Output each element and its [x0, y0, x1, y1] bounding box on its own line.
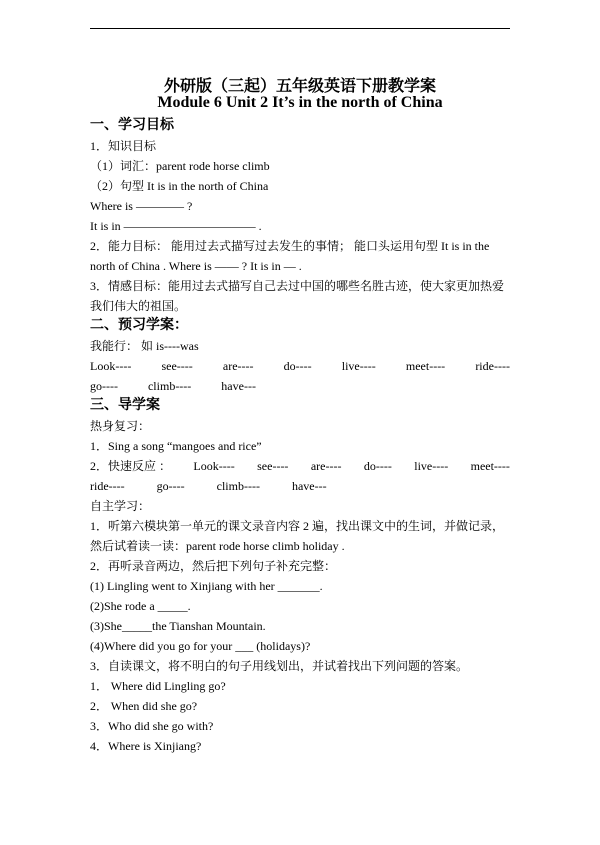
- self-study-item-1a: 1．听第六模块第一单元的课文录音内容 2 遍，找出课文中的生词，并做记录，: [90, 519, 505, 533]
- verb-item: have---: [291, 479, 327, 493]
- warm-up-label: 热身复习：: [90, 419, 151, 433]
- fill-blank-3: (3)She_____the Tianshan Mountain.: [90, 619, 266, 633]
- self-study-item-2: 2．再听录音两边，然后把下列句子补充完整：: [90, 559, 337, 573]
- question-3: 3．Who did she go with?: [90, 719, 214, 733]
- fill-blank-4: (4)Where did you go for your ___ (holidays)?: [90, 639, 311, 653]
- verb-item: live----: [341, 359, 376, 373]
- verb-item: go----: [156, 479, 185, 493]
- self-study-label: 自主学习：: [90, 499, 151, 513]
- fill-blank-2: (2)She rode a _____.: [90, 599, 191, 613]
- emotion-goal-line-2: 我们伟大的祖国。: [90, 299, 187, 313]
- document-title: 外研版（三起）五年级英语下册教学案: [163, 78, 436, 95]
- verb-item: live----: [414, 459, 449, 473]
- quick-response-label: 2．快速反应 ：: [90, 459, 172, 473]
- verb-item: have---: [221, 379, 256, 393]
- question-1: 1． Where did Lingling go?: [90, 679, 226, 693]
- verb-item: Look----: [90, 359, 132, 373]
- sentence-pattern-line: （2）句型 It is in the north of China: [90, 179, 269, 193]
- i-can-line: 我能行： 如 is----was: [90, 339, 199, 353]
- verb-item: Look----: [193, 459, 235, 473]
- question-4: 4．Where is Xinjiang?: [90, 739, 202, 753]
- verb-item: climb----: [216, 479, 260, 493]
- verb-item: ride----: [475, 359, 510, 373]
- verb-item: meet----: [405, 359, 446, 373]
- quick-response-row-2: [90, 479, 327, 493]
- verb-item: go----: [90, 379, 118, 393]
- verb-item: are----: [310, 459, 342, 473]
- section-3-heading: 三、导学案: [90, 398, 160, 413]
- section-1-heading: 一、学习目标: [90, 118, 174, 133]
- verb-item: ride----: [90, 479, 125, 493]
- fill-blank-1: (1) Lingling went to Xinjiang with her _______.: [90, 579, 323, 593]
- self-study-item-1b: 然后试着读一读：parent rode horse climb holiday .: [90, 539, 345, 553]
- vocabulary-line: （1）词汇：parent rode horse climb: [90, 159, 270, 173]
- verb-item: meet----: [470, 459, 510, 473]
- document-subtitle: Module 6 Unit 2 It’s in the north of China: [157, 94, 443, 111]
- verb-item: see----: [257, 459, 289, 473]
- verb-item: climb----: [147, 379, 192, 393]
- emotion-goal-line-1: 3．情感目标：能用过去式描写自己去过中国的哪些名胜古迹，使大家更加热爱: [90, 279, 505, 293]
- warm-up-item-1: 1．Sing a song “mangoes and rice”: [90, 439, 262, 453]
- verb-item: do----: [363, 459, 392, 473]
- verb-row-2: [90, 379, 256, 393]
- verb-item: do----: [283, 359, 312, 373]
- self-study-item-3: 3．自读课文，将不明白的句子用线划出，并试着找出下列问题的答案。: [90, 659, 469, 673]
- verb-item: see----: [161, 359, 193, 373]
- header-rule: [90, 28, 510, 29]
- quick-response-row: [90, 459, 510, 473]
- ability-goal-line-2: north of China . Where is —— ? It is in — .: [90, 259, 302, 273]
- question-2: 2． When did she go?: [90, 699, 198, 713]
- verb-row-1: [90, 359, 510, 373]
- where-is-line: Where is ———— ?: [90, 199, 193, 213]
- knowledge-goal: 1．知识目标: [90, 139, 157, 153]
- section-2-heading: 二、预习学案：: [90, 318, 188, 333]
- ability-goal-line-1: 2．能力目标： 能用过去式描写过去发生的事情； 能口头运用句型 It is in the: [90, 239, 490, 253]
- it-is-in-line: It is in ——————————— .: [90, 219, 262, 233]
- verb-item: are----: [222, 359, 254, 373]
